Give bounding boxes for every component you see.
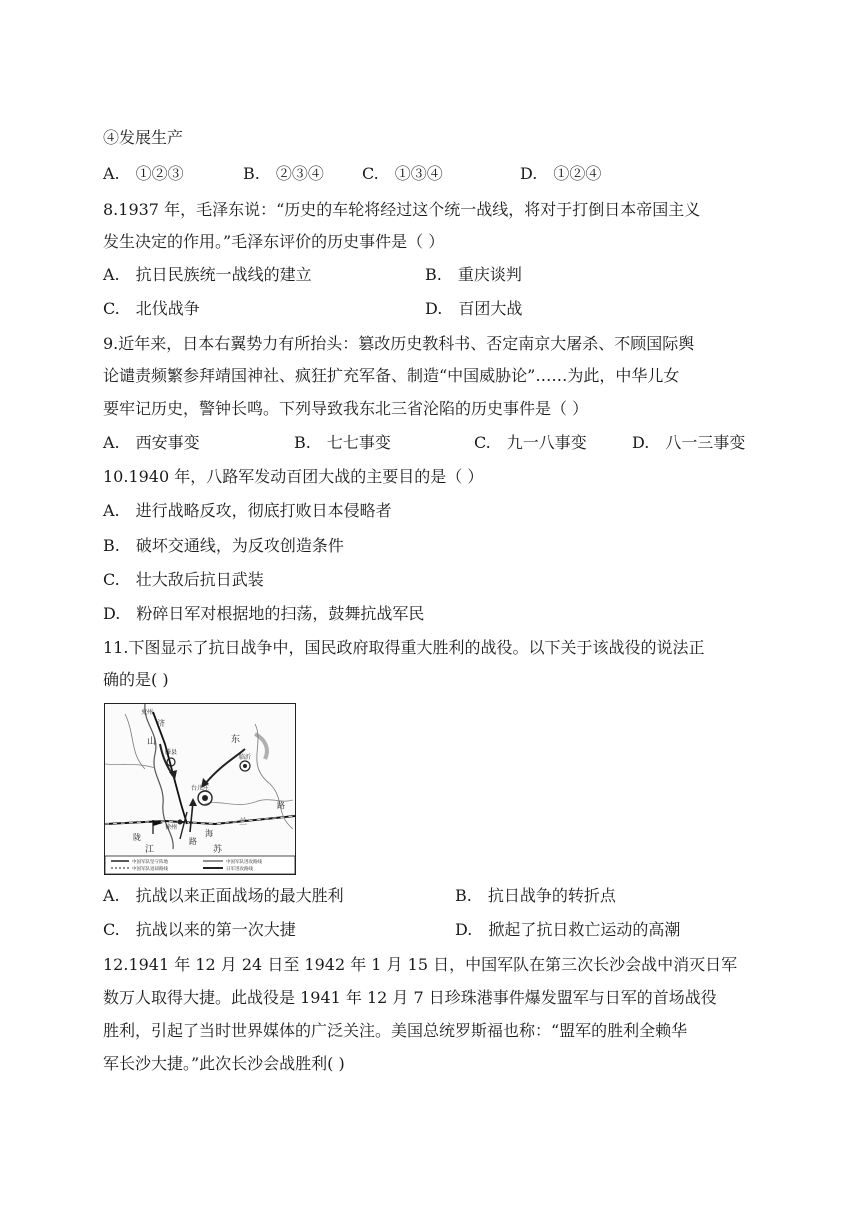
legend-chinese-attack: 中国军队进攻路线 [226, 860, 262, 865]
q8-stem-line-1: 8.1937 年，毛泽东说：“历史的车轮将经过这个统一战线，将对于打倒日本帝国主义 [103, 200, 701, 219]
q9-stem-line-1: 9.近年来，日本右翼势力有所抬头：篡改历史教科书、否定南京大屠杀、不顾国际舆 [103, 334, 695, 353]
q11-stem-line-1: 11.下图显示了抗日战争中，国民政府取得重大胜利的战役。以下关于该战役的说法正 [103, 638, 705, 657]
map-label-linyi: 临沂 [239, 754, 252, 761]
map-label-tengxian: 滕县 [165, 749, 178, 756]
battle-map [104, 703, 296, 875]
q7-item-4: ④发展生产 [103, 128, 184, 147]
q10-option-c: C. 壮大敌后抗日武装 [103, 570, 264, 589]
q9-option-a: A. 西安事变 [103, 433, 200, 452]
q9-option-b: B. 七七事变 [294, 433, 391, 452]
q7-option-c: C. ①③④ [362, 164, 443, 183]
q11-option-d: D. 掀起了抗日救亡运动的高潮 [455, 920, 681, 939]
q7-option-a: A. ①②③ [103, 164, 184, 183]
q10-stem-line-1: 10.1940 年，八路军发动百团大战的主要目的是（ ） [103, 467, 484, 486]
q10-option-b: B. 破坏交通线，为反攻创造条件 [103, 536, 344, 555]
map-label-long: 陇 [133, 833, 141, 842]
q11-option-a: A. 抗战以来正面战场的最大胜利 [103, 886, 344, 905]
legend-hold: 中国军队坚守阵地 [132, 860, 168, 865]
q9-stem-line-3: 要牢记历史，警钟长鸣。下列导致我东北三省沦陷的历史事件是（ ） [103, 399, 589, 418]
map-label-su: 苏 [213, 845, 223, 855]
q9-option-d: D. 八一三事变 [632, 433, 746, 452]
map-label-lan: 兰 [239, 817, 247, 826]
q9-stem-line-2: 论谴责频繁参拜靖国神社、疯狂扩充军备、制造“中国威胁论”……为此，中华儿女 [103, 366, 680, 385]
q11-stem-line-2: 确的是( ) [103, 670, 169, 689]
legend-retreat: 中国军队退却路线 [132, 867, 168, 872]
q12-stem-line-2: 数万人取得大捷。此战役是 1941 年 12 月 7 日珍珠港事件爆发盟军与日军的首场战役 [103, 988, 717, 1007]
q12-stem-line-3: 胜利，引起了当时世界媒体的广泛关注。美国总统罗斯福也称：“盟军的胜利全赖华 [103, 1021, 688, 1040]
q9-option-c: C. 九一八事变 [474, 433, 587, 452]
q8-option-d: D. 百团大战 [425, 299, 523, 318]
q10-option-d: D. 粉碎日军对根据地的扫荡，鼓舞抗战军民 [103, 604, 425, 623]
q11-option-b: B. 抗日战争的转折点 [455, 886, 616, 905]
map-label-lu: 路 [277, 801, 285, 810]
map-label-taierzhuang: 台儿庄 [191, 785, 210, 792]
map-label-yanzhou: 兖州 [141, 709, 154, 716]
q10-option-a: A. 进行战略反攻，彻底打败日本侵略者 [103, 501, 392, 520]
map-label-lu-2: 路 [189, 837, 197, 846]
q8-option-c: C. 北伐战争 [103, 299, 200, 318]
q12-stem-line-1: 12.1941 年 12 月 24 日至 1942 年 1 月 15 日，中国军队在第三次长沙会战中消灭日军 [103, 955, 738, 974]
map-label-hai: 海 [205, 829, 213, 838]
q8-stem-line-2: 发生决定的作用。”毛泽东评价的历史事件是（ ） [103, 232, 445, 251]
map-label-jiang: 江 [145, 845, 155, 855]
map-label-ji: 济 [157, 719, 165, 728]
q8-option-a: A. 抗日民族统一战线的建立 [103, 265, 312, 284]
q12-stem-line-4: 军长沙大捷。”此次长沙会战胜利( ) [103, 1054, 345, 1073]
map-label-dong: 东 [231, 735, 241, 745]
legend-japanese-attack: 日军进攻路线 [226, 867, 253, 872]
q7-option-b: B. ②③④ [243, 164, 324, 183]
q7-option-d: D. ①②④ [520, 164, 602, 183]
map-label-shan: 山 [147, 737, 157, 747]
map-label-xuzhou: 徐州 [165, 824, 178, 831]
q11-option-c: C. 抗战以来的第一次大捷 [103, 920, 296, 939]
q8-option-b: B. 重庆谈判 [425, 265, 522, 284]
